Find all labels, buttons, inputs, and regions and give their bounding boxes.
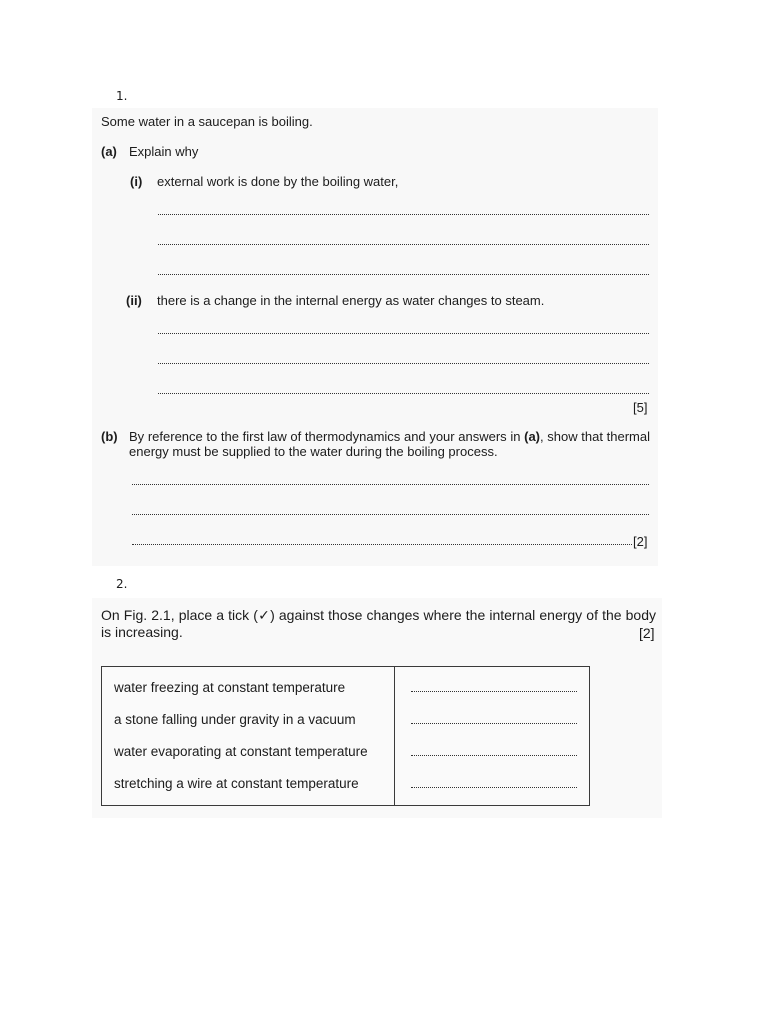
table-row [102,735,590,767]
fig-2-1-table [101,666,590,806]
change-label: water evaporating at constant temperature [102,735,395,767]
answer-line[interactable] [158,383,649,394]
tick-answer-field[interactable] [395,735,590,767]
question-2-marks: [2] [639,625,655,641]
answer-line[interactable] [158,234,649,245]
part-a-ii-label: (ii) [126,293,142,308]
part-a-ii-text: there is a change in the internal energy as water changes to steam. [157,293,545,308]
part-b-label: (b) [101,429,118,444]
change-label: water freezing at constant temperature [102,667,395,704]
answer-line[interactable] [132,504,649,515]
question-2-number: 2. [116,577,128,591]
table-row [102,767,590,806]
answer-line[interactable] [132,474,649,485]
answer-line[interactable] [132,534,632,545]
part-a-i-label: (i) [130,174,143,189]
part-a-marks: [5] [633,400,648,415]
part-a-label: (a) [101,144,117,159]
part-b-marks: [2] [633,534,648,549]
answer-line[interactable] [158,323,649,334]
part-a-text: Explain why [129,144,199,159]
part-a-i-text: external work is done by the boiling water, [157,174,399,189]
tick-answer-field[interactable] [395,767,590,806]
question-1-number: 1. [116,89,128,103]
change-label: a stone falling under gravity in a vacuum [102,703,395,735]
part-b-text: By reference to the first law of thermodynamics and your answers in (a), show that thermal energy must be supplied to the water during the boiling process. [129,429,650,459]
tick-answer-field[interactable] [395,703,590,735]
answer-line[interactable] [158,204,649,215]
answer-line[interactable] [158,264,649,275]
question-1-stem: Some water in a saucepan is boiling. [101,114,313,129]
change-label: stretching a wire at constant temperature [102,767,395,806]
table-row [102,667,590,704]
tick-answer-field[interactable] [395,667,590,704]
answer-line[interactable] [158,353,649,364]
question-2-text: On Fig. 2.1, place a tick (✓) against those changes where the internal energy of the body is increasing. [101,607,656,640]
table-row [102,703,590,735]
